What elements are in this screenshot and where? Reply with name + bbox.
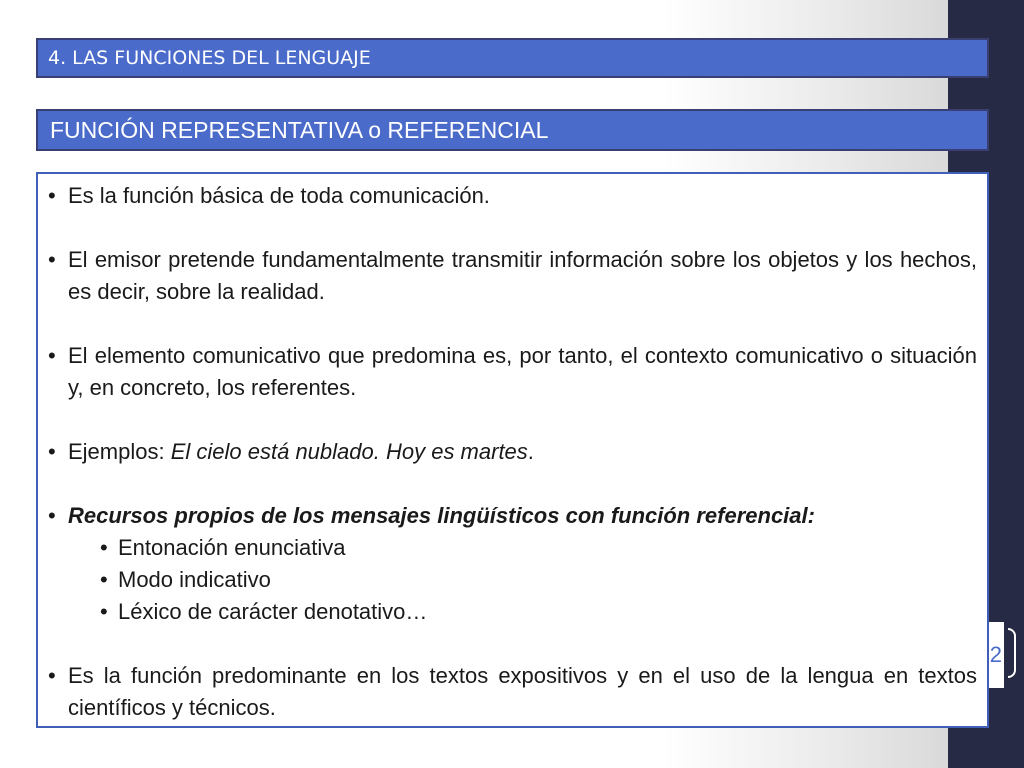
bullet-list — [48, 180, 977, 724]
bullet-item-examples — [48, 436, 977, 468]
sub-bullet-item: • Léxico de carácter denotativo… — [100, 596, 977, 628]
subsection-title: FUNCIÓN REPRESENTATIVA o REFERENCIAL — [50, 116, 549, 143]
bullet-text: Es la función predominante en los textos expositivos y en el uso de la lengua en textos científicos y técnicos. — [68, 663, 977, 720]
bullet-item-basic-function — [48, 180, 977, 212]
bullet-item-predominant — [48, 660, 977, 724]
section-title-bar — [36, 38, 989, 78]
page-number-bracket — [1008, 628, 1016, 678]
page-number: 2 — [989, 642, 1002, 667]
resources-sublist — [68, 532, 977, 628]
bullet-item-context — [48, 340, 977, 404]
examples-text: El cielo está nublado. Hoy es martes — [170, 439, 528, 464]
examples-end: . — [527, 439, 534, 464]
bullet-item-emitter — [48, 244, 977, 308]
subsection-title-bar — [36, 109, 989, 151]
bullet-text: El emisor pretende fundamentalmente transmitir información sobre los objetos y los hechos, es decir, sobre la realidad. — [68, 247, 977, 304]
resources-heading: Recursos propios de los mensajes lingüísticos con función referencial: — [68, 503, 815, 528]
sub-bullet-item: • Entonación enunciativa — [100, 532, 977, 564]
content-box — [36, 172, 989, 728]
examples-label: Ejemplos: — [68, 439, 171, 464]
section-title: 4. LAS FUNCIONES DEL LENGUAJE — [48, 47, 371, 69]
bullet-text: El elemento comunicativo que predomina es, por tanto, el contexto comunicativo o situación y, en concreto, los referentes. — [68, 343, 977, 400]
sub-bullet-item: • Modo indicativo — [100, 564, 977, 596]
bullet-item-resources — [48, 500, 977, 628]
bullet-text: Es la función básica de toda comunicación. — [68, 183, 490, 208]
